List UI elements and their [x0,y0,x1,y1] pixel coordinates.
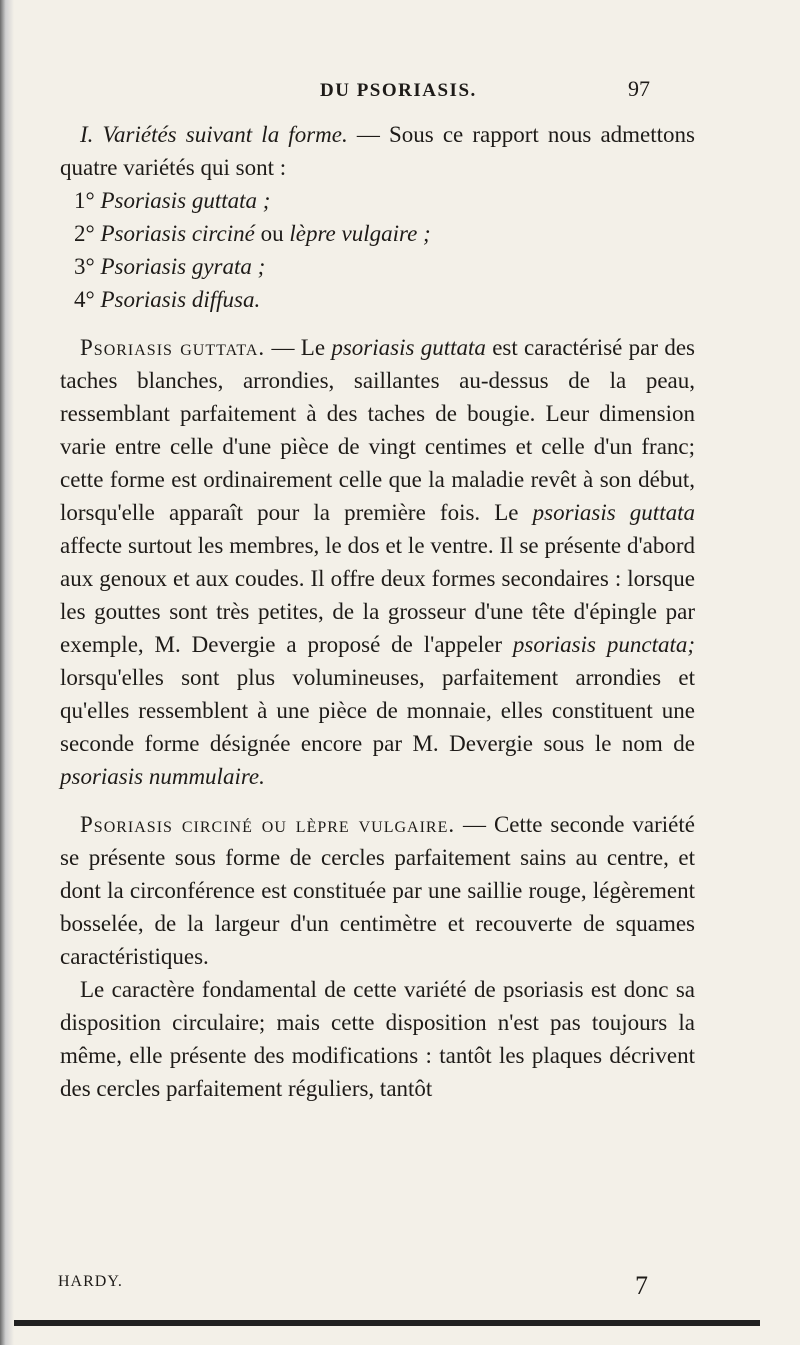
text-run: affecte surtout les membres, le dos et le ventre. Il se présente d'abord aux genoux et aux coudes. Il offre deux formes secondaires : lorsque les gouttes sont très petites, de la grosseur d'une tête d'épingle par exemple, M. Devergie a proposé de l'appeler [60,533,695,657]
list-item [60,250,695,283]
list-item [60,217,695,250]
intro-text: — Sous ce rapport nous admettons quatre variétés qui sont : [60,122,695,180]
page-footer [0,1273,800,1313]
page-header [0,76,800,110]
list-label-alt: lèpre vulgaire ; [289,221,431,246]
page-shadow [0,0,14,1345]
list-item [60,184,695,217]
list-number: 4° [74,287,95,312]
paragraph-intro [60,118,695,184]
list-label: Psoriasis diffusa. [100,287,261,312]
text-run: est caractérisé par des taches blanches, arrondies, saillantes au-dessus de la peau, ressemblant parfaitement à des taches de bougie. Leur dimension varie entre celle d'une pièce de vingt centimes et celle d'un franc; cette forme est ordinairement celle que la maladie revêt à son début, lorsqu'elle apparaît pour la première fois. Le [60,335,695,525]
body-text [60,118,695,1105]
italic-term: psoriasis guttata [532,500,695,525]
signature-number: 7 [635,1271,648,1300]
running-head: DU PSORIASIS. [320,80,477,101]
section-lead: I. Variétés suivant la forme. [80,122,348,147]
section-heading: Psoriasis circiné ou lèpre vulgaire. [80,812,456,837]
text-run: — Cette seconde variété se présente sous forme de cercles parfaitement sains au centre, et dont la circonférence est constituée par une saillie rouge, légèrement bosselée, de la largeur d'un centimètre et recouverte de squames caractéristiques. [60,812,695,969]
paragraph-circine [60,808,695,973]
italic-term: psoriasis nummulaire. [60,764,265,789]
bottom-rule [14,1320,760,1326]
spacer [60,316,695,331]
list-number: 2° [74,221,95,246]
signature-mark: HARDY. [58,1273,123,1290]
paragraph-guttata [60,331,695,793]
italic-term: psoriasis punctata; [512,632,696,657]
list-number: 3° [74,254,95,279]
list-label: Psoriasis circiné [100,221,255,246]
text-run: lorsqu'elles sont plus volumineuses, parfaitement arrondies et qu'elles ressemblent à une pièce de monnaie, elles constituent une seconde forme désignée encore par M. Devergie sous le nom de [60,665,695,756]
list-number: 1° [74,188,95,213]
paragraph-caractere [60,973,695,1105]
section-heading: Psoriasis guttata. [80,335,266,360]
list-connector: ou [254,221,290,246]
list-item [60,283,695,316]
italic-term: psoriasis guttata [331,335,486,360]
list-label: Psoriasis gyrata ; [100,254,266,279]
page-number: 97 [628,76,650,101]
text-run: Le caractère fondamental de cette variété de psoriasis est donc sa disposition circulaire; mais cette disposition n'est pas toujours la même, elle présente des modifications : tantôt les plaques décrivent des cercles parfaitement réguliers, tantôt [60,977,695,1101]
text-run: — Le [265,335,332,360]
list-label: Psoriasis guttata ; [100,188,271,213]
spacer [60,793,695,808]
